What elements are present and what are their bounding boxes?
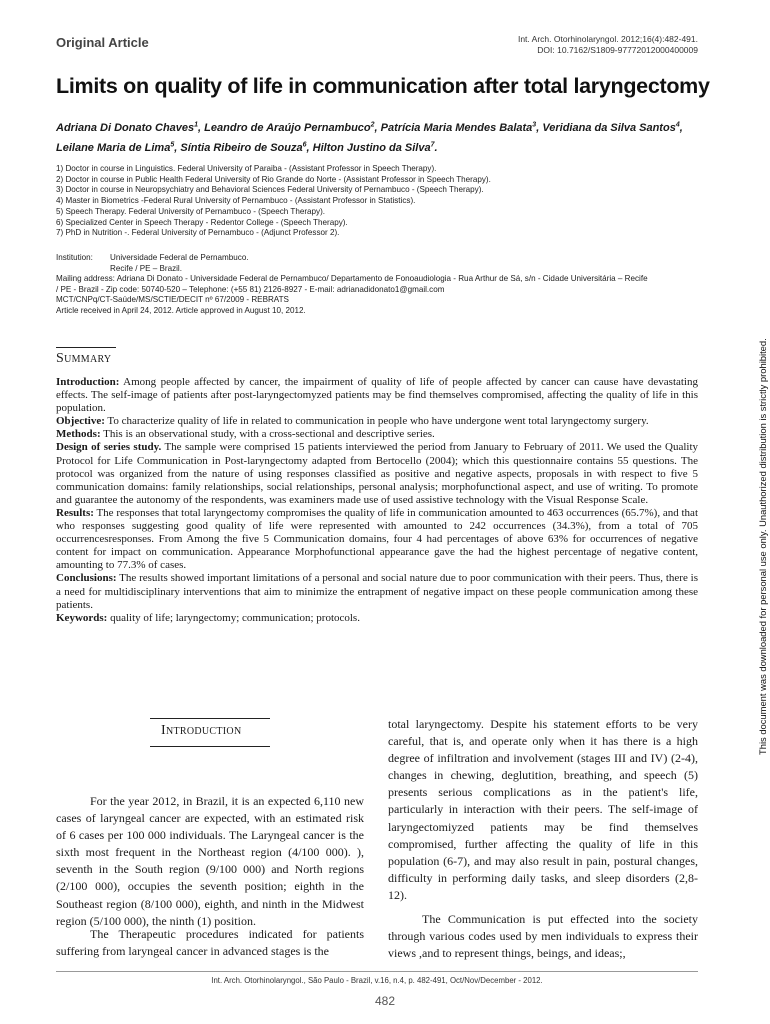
institution-location: Recife / PE – Brazil. (110, 263, 182, 273)
author (542, 122, 682, 134)
institution-block (56, 253, 696, 317)
right-column-paragraph-2 (388, 911, 698, 962)
affiliation: 2) Doctor in course in Public Health Federal University of Rio Grande do Norte - (Assistant Professor in Speech Therapy). (56, 174, 491, 184)
author-affiliation-mark: 4 (675, 121, 680, 128)
author-name: Síntia Ribeiro de Souza (180, 142, 303, 155)
abstract-text: This is an observational study, with a cross-sectional and descriptive series. (100, 428, 435, 441)
abstract-text: To characterize quality of life in related to communication in people who have undergone went total laryngectomy surgery. (104, 415, 649, 428)
abstract-keywords (56, 612, 698, 625)
author-name: Veridiana da Silva Santos (542, 121, 676, 134)
mailing-address-contact: / PE - Brazil - Zip code: 50740-520 – Telephone: (+55 81) 2126-8927 - E-mail: adrianadidonato1@gmail.com (56, 284, 445, 294)
journal-citation: Int. Arch. Otorhinolaryngol. 2012;16(4):482-491. (517, 34, 698, 44)
mailing-address: Mailing address: Adriana Di Donato - Universidade Federal de Pernambuco/ Departamento de Fonoaudiologia - Rua Arthur de Sá, s/n - Cidade Universitária – Recife (56, 274, 648, 284)
abstract-methods (56, 428, 698, 441)
doi: DOI: 10.7162/S1809-97772012000400009 (537, 45, 698, 55)
summary-heading: Summary (56, 351, 112, 366)
affiliation: 1) Doctor in course in Linguistics. Federal University of Paraiba - (Assistant Professor in Speech Therapy). (56, 164, 437, 173)
left-column-paragraph-2 (56, 926, 364, 960)
author-separator: , (198, 121, 205, 134)
abstract-label: Conclusions: (56, 572, 117, 585)
author (56, 142, 180, 154)
author (204, 122, 381, 134)
article-dates: Article received in April 24, 2012. Article approved in August 10, 2012. (56, 305, 306, 315)
author-separator: , (536, 121, 543, 134)
author-affiliation-mark: 7 (430, 141, 435, 149)
abstract-objective (56, 415, 698, 428)
abstract-introduction (56, 376, 698, 415)
abstract-text: The sample were comprised 15 patients interviewed the period from January to February of 2011. We used the Quality Protocol for Life Communication in Post-laryngectomy adapted from Bertocello (2004); which this questionnaire contains 55 questions. The protocol was organized from the nature of using responses classified as positive and negative aspects, proposals in with respect to five 5 communication domains: family relationships, social relationships, personal analysis; morphofunctional aspect, and use of writing. To promote and guarantee the autonomy of the respondents, was examiners made use of used assistive technology with the Visual Response Scale. (56, 441, 698, 506)
abstract-text: quality of life; laryngectomy; communication; protocols. (107, 611, 360, 624)
abstract-text: The responses that total laryngectomy compromises the quality of life in communication amounted to 463 occurrences (65.7%), and that who responses suggesting good quality of life were represented with amounted to 242 occurrences (34.3%), from a total of 705 occurrencesresponses. From Among the five 5 Communication domains, four 4 had percentages of above 63% for occurrences of negative content for impact on communication. Appearance Morphofunctional appearance gave the had the highest percentage of negative content, amounting to 77.3% of cases. (56, 506, 698, 572)
paragraph: For the year 2012, in Brazil, it is an expected 6,110 new cases of laryngeal cancer are expected, with an estimated risk of 6 cases per 100 000 individuals. The Laryngeal cancer is the sixth most frequent in the Northeast region (4/100 000). ), seventh in the South region (9/100 000) and North regions (2/100 000), occupies the seventh position; eighth in the Southeast region (8/100 000), eighth, and ninth in the Midwest region (5/100 000), the ninth (1) position. (56, 794, 364, 928)
author-separator: , (174, 142, 181, 155)
author (381, 122, 543, 134)
journal-reference (518, 34, 698, 56)
abstract-label: Keywords: (56, 611, 108, 624)
introduction-rule-top (150, 718, 270, 719)
author-affiliation-mark: 2 (370, 121, 375, 128)
right-column-paragraph (388, 716, 698, 904)
paragraph: The Therapeutic procedures indicated for patients suffering from laryngeal cancer in advanced stages is the (56, 927, 364, 959)
abstract-results (56, 507, 698, 572)
author-separator: . (434, 142, 438, 155)
abstract-label: Objective: (56, 415, 105, 428)
abstract-design (56, 441, 698, 506)
page-number: 482 (374, 994, 396, 1008)
paragraph: total laryngectomy. Despite his statement efforts to be very careful, that is, and operate only when it has there is a high degree of infiltration and involvement (stages III and IV) (2-4), changes in chewing, deglutition, breathing, and speech (5) presents serious complications as in the patient's life, particularly in interaction with their peers. The self-image of laryngectomiyzed patients may be find themselves compromised, further affecting the quality of life in this population (6-7), and may also result in pain, postural changes, difficulty in performing daily tasks, and sleep disorders (2,8-12). (388, 717, 698, 902)
author-separator: , (306, 142, 313, 155)
abstract-label: Results: (56, 506, 94, 519)
author (313, 142, 438, 154)
author-separator: , (679, 121, 683, 134)
affiliation: 3) Doctor in course in Neuropsychiatry and Behavioral Sciences Federal University of Pernambuco - (Speech Therapy). (56, 185, 484, 195)
institution-name: Universidade Federal de Pernambuco. (110, 253, 249, 262)
author-affiliation-mark: 6 (302, 141, 307, 149)
author-separator: , (374, 121, 381, 134)
author-name: Hilton Justino da Silva (312, 142, 431, 155)
introduction-rule-bottom (150, 746, 270, 747)
abstract-conclusions (56, 572, 698, 611)
article-title: Limits on quality of life in communication after total laryngectomy (56, 74, 710, 98)
introduction-heading: Introduction (161, 723, 242, 738)
abstract-label: Introduction: (56, 376, 120, 388)
affiliation: 6) Specialized Center in Speech Therapy - Redentor College - (Speech Therapy). (56, 217, 348, 227)
affiliation: 4) Master in Biometrics -Federal Rural University of Pernambuco - (Assistant Professor in Statistics). (56, 196, 416, 206)
affiliation-list (56, 164, 716, 239)
footer-rule (56, 971, 698, 972)
author-list (56, 116, 696, 157)
footer-citation: Int. Arch. Otorhinolaryngol., São Paulo - Brazil, v.16, n.4, p. 482-491, Oct/Nov/December - 2012. (211, 976, 543, 985)
affiliation: 7) PhD in Nutrition -. Federal University of Pernambuco - (Adjunct Professor 2). (56, 228, 340, 238)
author-name: Patrícia Maria Mendes Balata (380, 121, 533, 134)
abstract-text: Among people affected by cancer, the impairment of quality of life of people affected by cancer can cause have devastating effects. The self-image of patients after post-laryngectomyzed patients may be find themselves compromised, affecting the quality of life in this population. (56, 376, 698, 415)
author-name: Leilane Maria de Lima (56, 142, 171, 155)
author-name: Adriana Di Donato Chaves (56, 121, 195, 134)
author-affiliation-mark: 3 (532, 121, 537, 128)
summary-rule (56, 347, 116, 348)
section-label: Original Article (56, 35, 149, 50)
author-affiliation-mark: 1 (194, 121, 199, 128)
paragraph: The Communication is put effected into the society through various codes used by men individuals to express their views ,and to represent things, beings, and ideas;, (388, 912, 698, 961)
author (56, 122, 204, 134)
abstract-label: Design of series study. (56, 441, 162, 454)
abstract-text: The results showed important limitations of a personal and social nature due to poor communication with their peers. Thus, there is a need for multidisciplinary interventions that aim to minimize the entrapment of negative impact on these people communication among these patients. (56, 572, 698, 611)
abstract (56, 376, 698, 625)
funding-note: MCT/CNPq/CT-Saúde/MS/SCTIE/DECIT nº 67/2009 - REBRATS (56, 295, 289, 305)
left-column-paragraph (56, 793, 364, 930)
institution-label: Institution: (56, 253, 93, 262)
author-affiliation-mark: 5 (170, 141, 175, 149)
abstract-label: Methods: (56, 428, 101, 441)
author-name: Leandro de Araújo Pernambuco (204, 121, 371, 134)
affiliation: 5) Speech Therapy. Federal University of Pernambuco - (Speech Therapy). (56, 206, 326, 216)
author (180, 142, 312, 154)
